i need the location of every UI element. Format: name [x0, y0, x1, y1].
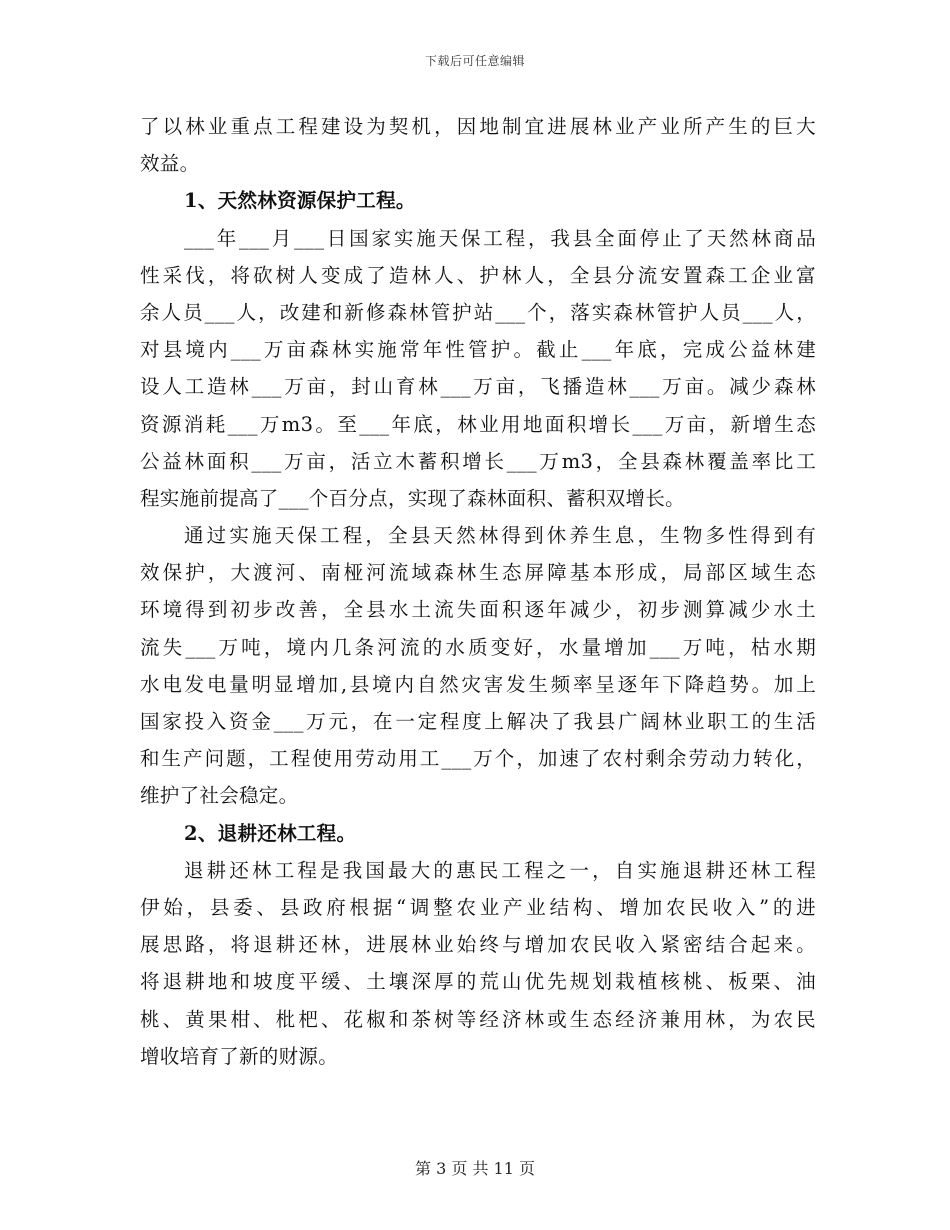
body-line: 退耕还林工程是我国最大的惠民工程之一，自实施退耕还林工程 — [184, 858, 816, 882]
section-heading-grain-for-green: 2、退耕还林工程。 — [184, 821, 357, 845]
body-line: 增收培育了新的财源。 — [140, 1044, 339, 1068]
body-line: 水电发电量明显增加,县境内自然灾害发生频率呈逐年下降趋势。加上 — [140, 672, 816, 696]
body-line: 国家投入资金___万元，在一定程度上解决了我县广阔林业职工的生活 — [140, 710, 816, 733]
body-line: 余人员___人，改建和新修森林管护站___个，落实森林管护人员___人， — [140, 300, 816, 324]
body-line: 设人工造林___万亩，封山育林___万亩，飞播造林___万亩。减少森林 — [140, 375, 816, 399]
body-line: ___年___月___日国家实施天保工程，我县全面停止了天然林商品 — [184, 226, 816, 250]
body-line: 维护了社会稳定。 — [140, 784, 299, 808]
body-line: 环境得到初步改善，全县水土流失面积逐年减少，初步测算减少水土 — [140, 598, 816, 622]
document-body — [140, 108, 816, 1075]
body-line: 对县境内___万亩森林实施常年性管护。截止___年底，完成公益林建 — [140, 338, 816, 362]
body-line: 资源消耗___万m3。至___年底，林业用地面积增长___万亩，新增生态 — [140, 412, 816, 436]
body-line: 了以林业重点工程建设为契机，因地制宜进展林业产业所产生的巨大 — [140, 115, 816, 138]
body-line: 展思路，将退耕还林，进展林业始终与增加农民收入紧密结合起来。 — [140, 933, 816, 957]
body-line: 伊始，县委、县政府根据“调整农业产业结构、增加农民收入”的进 — [140, 895, 816, 919]
body-line: 性采伐，将砍树人变成了造林人、护林人，全县分流安置森工企业富 — [140, 263, 816, 287]
body-line: 效益。 — [140, 152, 200, 176]
body-line: 流失___万吨，境内几条河流的水质变好，水量增加___万吨，枯水期 — [140, 635, 816, 659]
body-line: 和生产问题，工程使用劳动用工___万个，加速了农村剩余劳动力转化， — [140, 747, 816, 771]
body-line: 效保护，大渡河、南桠河流域森林生态屏障基本形成，局部区域生态 — [140, 561, 816, 585]
body-line: 桃、黄果柑、枇杷、花椒和茶树等经济林或生态经济兼用林，为农民 — [140, 1007, 816, 1031]
body-line: 将退耕地和坡度平缓、土壤深厚的荒山优先规划栽植核桃、板栗、油 — [140, 970, 816, 994]
body-line: 通过实施天保工程，全县天然林得到休养生息，生物多性得到有 — [184, 524, 816, 548]
page-number: 第 3 页 共 11 页 — [415, 1159, 535, 1178]
page-header: 下载后可任意编辑 — [424, 54, 525, 68]
body-line: 程实施前提高了___个百分点，实现了森林面积、蓄积双增长。 — [140, 486, 685, 510]
body-line: 公益林面积___万亩，活立木蓄积增长___万m3，全县森林覆盖率比工 — [140, 449, 816, 473]
section-heading-natural-forest: 1、天然林资源保护工程。 — [184, 189, 416, 213]
